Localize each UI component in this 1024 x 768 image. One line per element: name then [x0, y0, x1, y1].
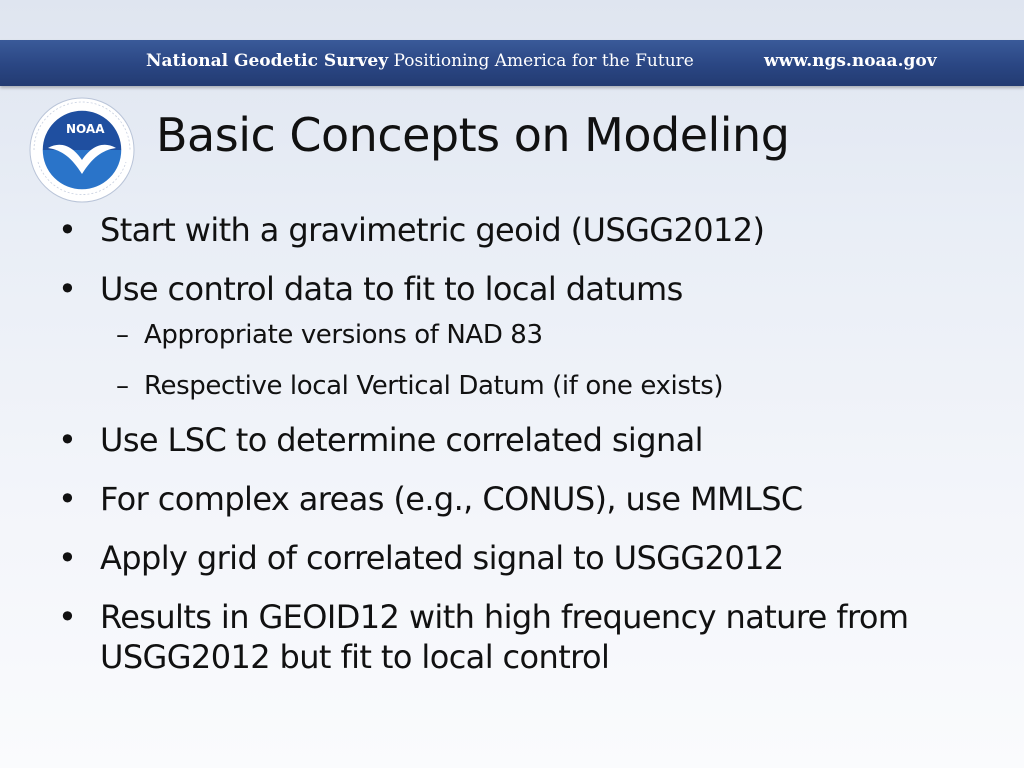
- sub-bullet-dash-icon: –: [116, 371, 129, 401]
- slide-body: [58, 210, 978, 696]
- bullet-text: For complex areas (e.g., CONUS), use MMLSC: [100, 480, 803, 518]
- bullet-dot-icon: •: [58, 539, 77, 577]
- bullet-dot-icon: •: [58, 211, 77, 249]
- noaa-emblem-icon: [28, 96, 136, 204]
- bullet-dot-icon: •: [58, 270, 77, 308]
- bullet-text: Use LSC to determine correlated signal: [100, 421, 703, 459]
- logo-name: NOAA: [66, 122, 105, 136]
- slide-title: Basic Concepts on Modeling: [156, 108, 790, 162]
- bullet-text: Results in GEOID12 with high frequency nature from USGG2012 but fit to local control: [100, 598, 909, 676]
- sub-bullet-dash-icon: –: [116, 320, 129, 350]
- sub-bullet-group: [58, 318, 978, 403]
- banner-heading: [146, 51, 694, 71]
- header-banner: [0, 40, 1024, 86]
- banner-url: www.ngs.noaa.gov: [764, 51, 937, 71]
- banner-org: National Geodetic Survey: [146, 51, 389, 71]
- bullet-dot-icon: •: [58, 598, 77, 636]
- bullet-text: Use control data to fit to local datums: [100, 270, 683, 308]
- sub-bullet-text: Respective local Vertical Datum (if one exists): [144, 371, 724, 401]
- bullet-item: [58, 597, 978, 677]
- banner-tagline: Positioning America for the Future: [393, 51, 694, 71]
- bullet-text: Apply grid of correlated signal to USGG2012: [100, 539, 784, 577]
- bullet-text: Start with a gravimetric geoid (USGG2012): [100, 211, 765, 249]
- sub-bullet-item: [116, 369, 978, 403]
- bullet-item: [58, 479, 978, 519]
- bullet-item: [58, 210, 978, 250]
- sub-bullet-text: Appropriate versions of NAD 83: [144, 320, 543, 350]
- bullet-dot-icon: •: [58, 480, 77, 518]
- bullet-item: [58, 420, 978, 460]
- sub-bullet-item: [116, 318, 978, 352]
- bullet-dot-icon: •: [58, 421, 77, 459]
- bullet-item: [58, 269, 978, 309]
- noaa-logo: [28, 96, 136, 204]
- bullet-item: [58, 538, 978, 578]
